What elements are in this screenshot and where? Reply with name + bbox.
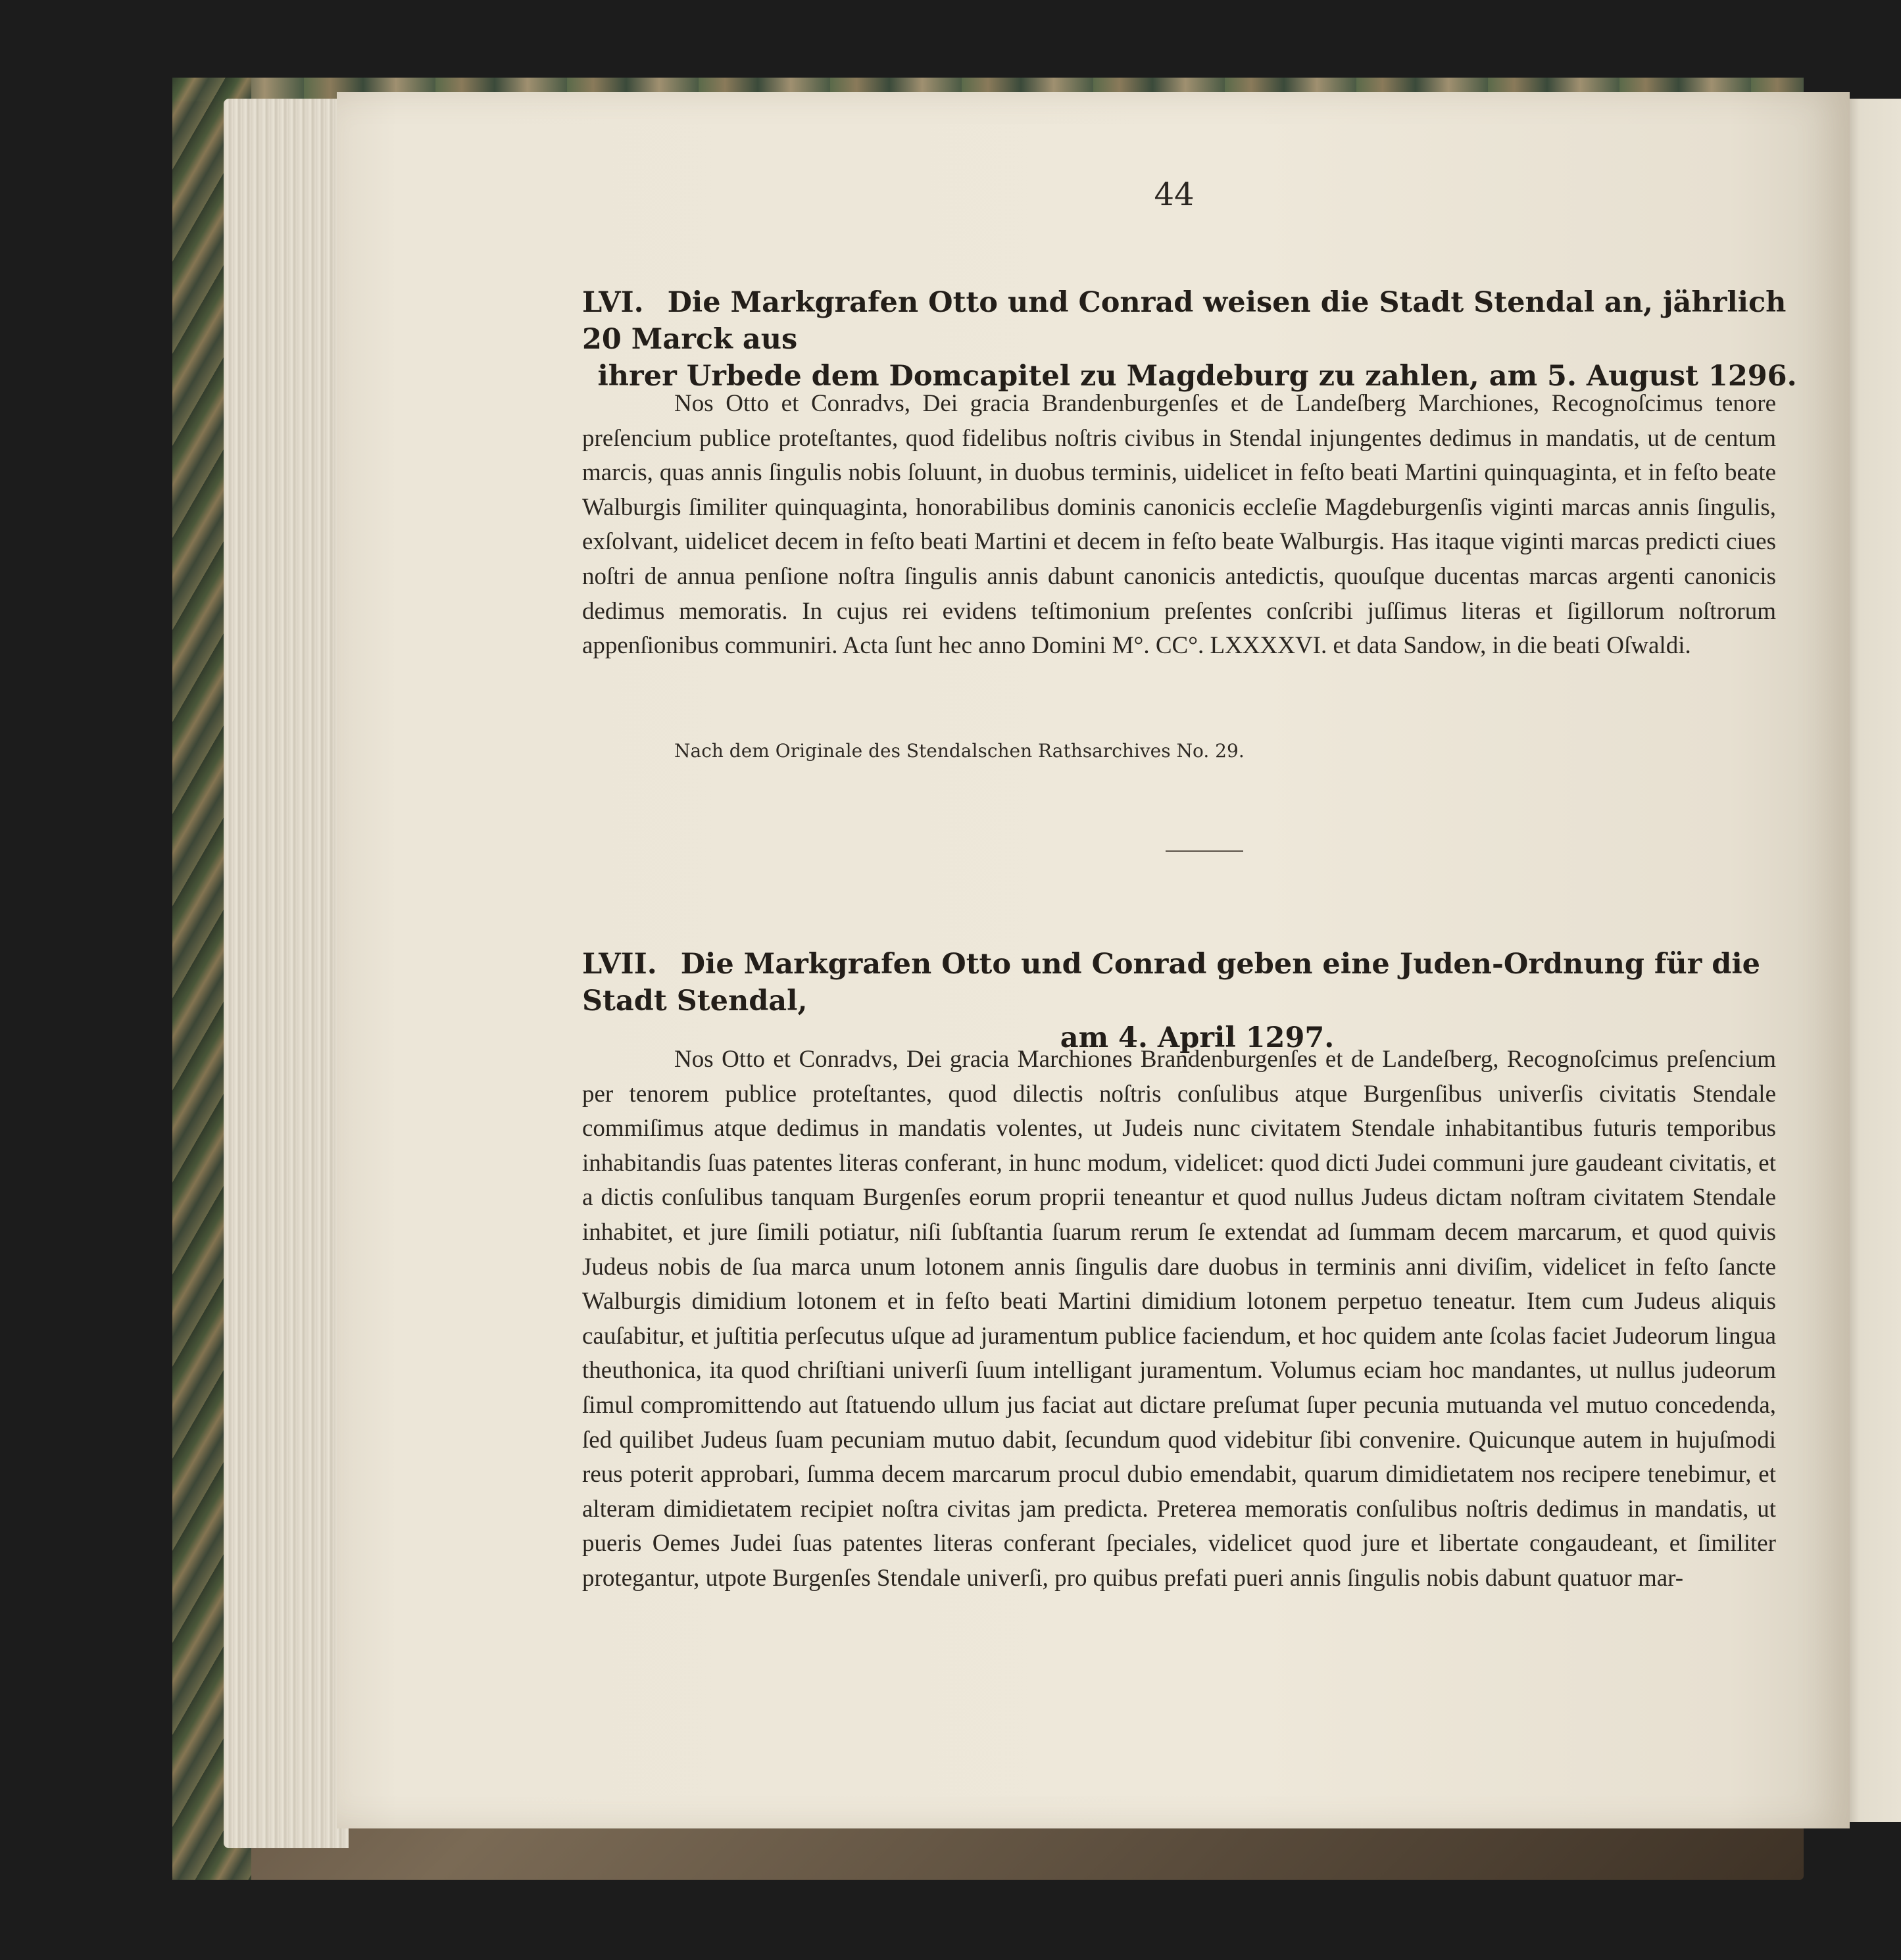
- section-lvi-body: [582, 387, 1776, 664]
- page-number: 44: [1154, 176, 1195, 213]
- section-lvi-paragraph: Nos Otto et Conradvs, Dei gracia Brandenburgenſes et de Landeſberg Marchiones, Recognoſcimus tenore preſencium publice proteſtantes, quod fidelibus noſtris civibus in Stendal injungentes dedimus in mandatis, ut de centum marcis, quas annis ſingulis nobis ſoluunt, in duobus terminis, uidelicet in feſto beati Martini quinquaginta, et in feſto beate Walburgis ſimiliter quinquaginta, honorabilibus dominis canonicis eccleſie Magdeburgenſis viginti marcas annis ſingulis, exſolvant, uidelicet decem in feſto beati Martini et decem in feſto beate Walburgis. Has itaque viginti marcas predicti ciues noſtri de annua penſione noſtra ſingulis annis dabunt canonicis antedictis, quouſque ducentas marcas argenti canonicis dedimus memoratis. In cujus rei evidens teſtimonium preſentes conſcribi juſſimus literas et ſigillorum noſtrorum appenſionibus communiri. Acta ſunt hec anno Domini M°. CC°. LXXXXVI. et data Sandow, in die beati Oſwaldi.: [582, 390, 1776, 660]
- section-lvii-heading: [582, 946, 1812, 1056]
- section-lvii-title-line2: am 4. April 1297.: [1060, 1021, 1335, 1054]
- section-lvi-number: LVI.: [582, 286, 644, 319]
- section-lvi-heading: [582, 284, 1812, 395]
- section-lvii-heading-line1: [582, 946, 1812, 1019]
- section-lvi-heading-line1: [582, 284, 1812, 358]
- page-edges: [224, 99, 349, 1848]
- section-lvii-paragraph: Nos Otto et Conradvs, Dei gracia Marchiones Brandenburgenſes et de Landeſberg, Recognoſcimus preſencium per tenorem publice proteſtantes, quod dilectis noſtris conſulibus atque Burgenſibus univerſis civitatis Stendale commiſimus atque dedimus in mandatis volentes, ut Judeis nunc civitatem Stendale inhabitantibus futuris temporibus inhabitandis ſuas patentes literas conferant, in hunc modum, videlicet: quod dicti Judei communi jure gaudeant civitatis, et a dictis conſulibus tanquam Burgenſes eorum proprii teneantur et quod nullus Judeus dictam noſtram civitatem Stendale inhabitet, et jure ſimili potiatur, niſi ſubſtantia ſuarum rerum ſe extendat ad ſummam decem marcarum, et quod quivis Judeus nobis de ſua marca unum lotonem annis ſingulis dare duobus in terminis anni diviſim, videlicet in feſto ſancte Walburgis dimidium lotonem et in feſto beati Martini dimidium lotonem perpetuo teneatur. Item cum Judeus aliquis cauſabitur, et juſtitia perſecutus uſque ad juramentum publice faciendum, et hoc quidem ante ſcolas faciet Judeorum lingua theuthonica, ita quod chriſtiani univerſi ſuum intelligant juramentum. Volumus eciam hoc mandantes, ut nullus judeorum ſimul compromittendo aut ſtatuendo ullum jus faciat aut dictare preſumat ſuper pecunia mutuanda vel mutuo concedenda, ſed quilibet Judeus ſuam pecuniam mutuo dabit, ſecundum quod videbitur ſibi convenire. Quicunque autem in hujuſmodi reus poterit approbari, ſumma decem marcarum procul dubio emendabit, quarum dimidietatem nos recipere tenebimur, et alteram dimidietatem recipiet noſtra civitas jam predicta. Preterea memoratis conſulibus noſtris dedimus in mandatis, ut pueris Oemes Judei ſuas patentes literas conferant ſpeciales, videlicet quod jure et libertate congaudeant, et ſimiliter protegantur, utpote Burgenſes Stendale univerſi, pro quibus prefati pueri annis ſingulis nobis dabunt quatuor mar-: [582, 1046, 1776, 1592]
- section-divider: [1166, 850, 1243, 852]
- section-lvii-title-line1: Die Markgrafen Otto und Conrad geben eine Juden-Ordnung für die Stadt Stendal,: [582, 948, 1761, 1017]
- section-lvii-number: LVII.: [582, 948, 657, 981]
- section-lvi-source-note: Nach dem Originale des Stendalschen Rathsarchives No. 29.: [674, 740, 1245, 762]
- facing-page-edge: [1842, 99, 1901, 1822]
- section-lvi-title-line1: Die Markgrafen Otto und Conrad weisen die Stadt Stendal an, jährlich 20 Marck aus: [582, 286, 1787, 356]
- section-lvi-title-line2: ihrer Urbede dem Domcapitel zu Magdeburg zu zahlen, am 5. August 1296.: [597, 360, 1797, 393]
- section-lvii-body: [582, 1042, 1776, 1596]
